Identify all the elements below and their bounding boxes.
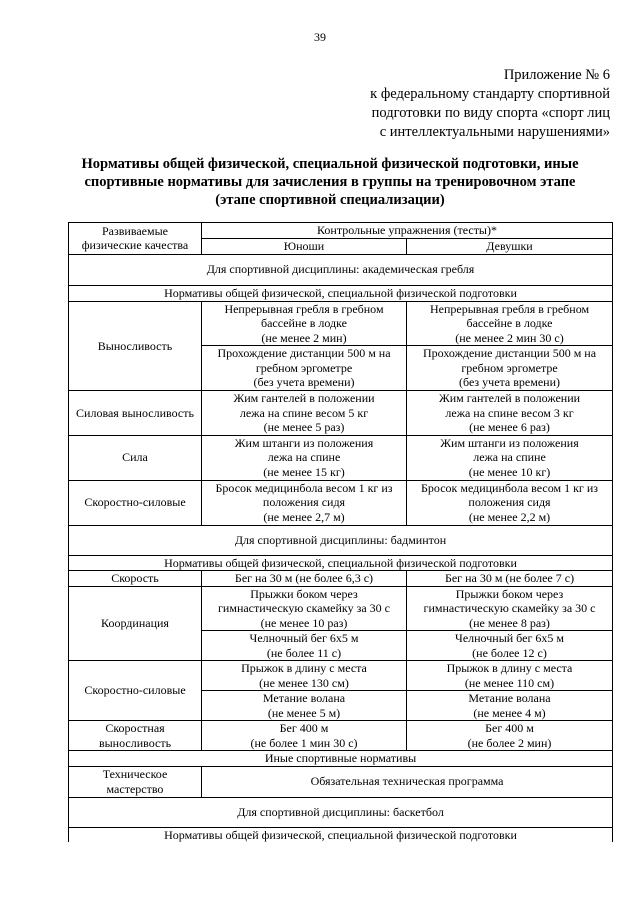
quality-cell: Скоростно-силовые [69,661,202,721]
test-cell-boys: Челночный бег 6х5 м (не более 11 с) [202,631,407,661]
test-cell-boys: Бросок медицинбола весом 1 кг из положения сидя (не менее 2,7 м) [202,480,407,525]
appendix-line: подготовки по виду спорта «спорт лиц [371,105,610,121]
test-cell-girls: Бег на 30 м (не более 7 с) [407,571,613,587]
discipline-row: Для спортивной дисциплины: баскетбол [69,797,613,827]
test-cell-girls: Метание волана (не менее 4 м) [407,691,613,721]
page-number: 39 [314,30,326,44]
test-cell-girls: Непрерывная гребля в гребном бассейне в лодке (не менее 2 мин 30 с) [407,301,613,346]
discipline-row: Для спортивной дисциплины: академическая гребля [69,254,613,285]
test-cell-boys: Бег на 30 м (не более 6,3 с) [202,571,407,587]
header-boys: Юноши [202,239,407,255]
appendix-line: Приложение № 6 [503,67,610,83]
section-row: Нормативы общей физической, специальной физической подготовки [69,827,613,842]
test-cell-girls: Бег 400 м (не более 2 мин) [407,721,613,751]
quality-cell: Скорость [69,571,202,587]
test-cell-boys: Жим штанги из положения лежа на спине (не менее 15 кг) [202,435,407,480]
header-girls: Девушки [407,239,613,255]
test-cell-merged: Обязательная техническая программа [202,766,613,797]
header-quality: Развиваемые физические качества [69,223,202,255]
test-cell-girls: Бросок медицинбола весом 1 кг из положения сидя (не менее 2,2 м) [407,480,613,525]
header-tests: Контрольные упражнения (тесты)* [202,223,613,239]
quality-cell: Координация [69,586,202,661]
test-cell-girls: Жим гантелей в положении лежа на спине весом 3 кг (не менее 6 раз) [407,391,613,436]
appendix-line: с интеллектуальными нарушениями» [379,124,610,140]
test-cell-girls: Челночный бег 6х5 м (не более 12 с) [407,631,613,661]
test-cell-boys: Прыжок в длину с места (не менее 130 см) [202,661,407,691]
section-row: Нормативы общей физической, специальной физической подготовки [69,555,613,571]
appendix-header [310,66,610,142]
test-cell-girls: Жим штанги из положения лежа на спине (не менее 10 кг) [407,435,613,480]
quality-cell: Техническое мастерство [69,766,202,797]
quality-cell: Скоростно-силовые [69,480,202,525]
test-cell-boys: Жим гантелей в положении лежа на спине весом 5 кг (не менее 5 раз) [202,391,407,436]
title-line: (этапе спортивной специализации) [215,192,445,208]
section-row: Нормативы общей физической, специальной физической подготовки [69,285,613,301]
discipline-row: Для спортивной дисциплины: бадминтон [69,525,613,555]
quality-cell: Выносливость [69,301,202,391]
test-cell-boys: Непрерывная гребля в гребном бассейне в лодке (не менее 2 мин) [202,301,407,346]
appendix-line: к федеральному стандарту спортивной [370,86,610,102]
test-cell-girls: Прохождение дистанции 500 м на гребном эргометре (без учета времени) [407,346,613,391]
test-cell-girls: Прыжок в длину с места (не менее 110 см) [407,661,613,691]
test-cell-girls: Прыжки боком через гимнастическую скамейку за 30 с (не менее 8 раз) [407,586,613,631]
test-cell-boys: Прохождение дистанции 500 м на гребном эргометре (без учета времени) [202,346,407,391]
title-line: спортивные нормативы для зачисления в группы на тренировочном этапе [84,174,576,190]
standards-table [68,222,613,842]
section-row: Иные спортивные нормативы [69,751,613,767]
quality-cell: Сила [69,435,202,480]
quality-cell: Скоростная выносливость [69,721,202,751]
document-title [60,155,600,209]
quality-cell: Силовая выносливость [69,391,202,436]
title-line: Нормативы общей физической, специальной физической подготовки, иные [81,156,579,172]
test-cell-boys: Метание волана (не менее 5 м) [202,691,407,721]
test-cell-boys: Бег 400 м (не более 1 мин 30 с) [202,721,407,751]
test-cell-boys: Прыжки боком через гимнастическую скамейку за 30 с (не менее 10 раз) [202,586,407,631]
